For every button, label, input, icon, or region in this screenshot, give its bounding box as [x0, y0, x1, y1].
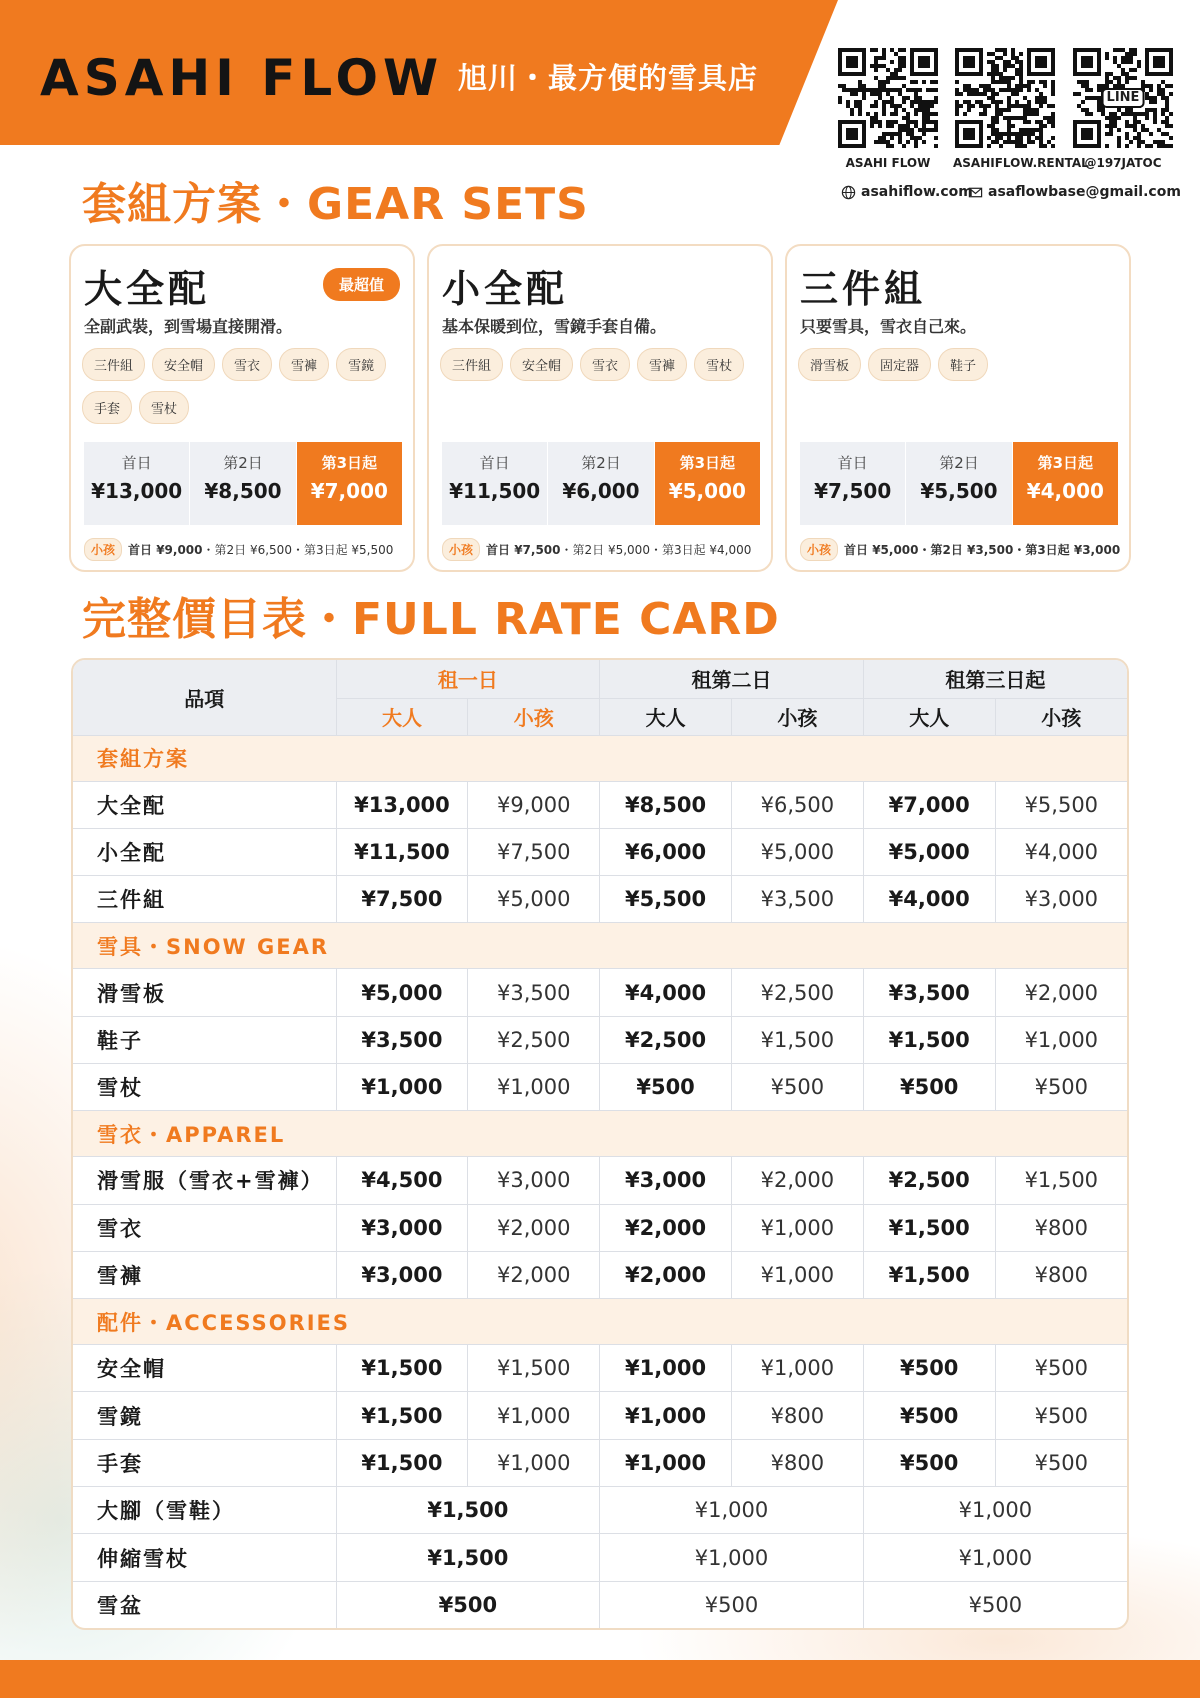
- price-value: ¥5,000: [668, 479, 746, 503]
- item-name: 滑雪服（雪衣+雪褲）: [73, 1157, 336, 1204]
- price-cell: ¥11,500: [336, 828, 468, 875]
- price-cell: ¥4,000: [600, 969, 732, 1016]
- qr-line[interactable]: [1071, 48, 1175, 170]
- item-name: 伸縮雪杖: [73, 1534, 336, 1581]
- item-chip: 雪褲: [637, 348, 687, 381]
- category-row: [73, 923, 1127, 969]
- table-row: [73, 1487, 1127, 1534]
- category-row: [73, 1299, 1127, 1345]
- price-cell: ¥1,000: [600, 1392, 732, 1439]
- card-title: 大全配: [84, 267, 211, 311]
- item-name: 小全配: [73, 828, 336, 875]
- item-chip: 手套: [82, 391, 132, 424]
- price-cell: ¥2,500: [863, 1157, 995, 1204]
- price-cell: ¥4,500: [336, 1157, 468, 1204]
- price-cell: ¥500: [863, 1063, 995, 1110]
- price-value: ¥4,000: [1026, 479, 1104, 503]
- price-cell: ¥2,000: [600, 1251, 732, 1298]
- price-value: ¥8,500: [204, 479, 282, 503]
- price-day-2: [906, 442, 1012, 525]
- price-value: ¥13,000: [91, 479, 183, 503]
- price-cell: ¥5,500: [995, 781, 1127, 828]
- price-cell: ¥2,500: [600, 1016, 732, 1063]
- table-row: [73, 1439, 1127, 1486]
- included-items: [440, 348, 760, 381]
- price-cell: ¥5,500: [600, 876, 732, 923]
- kid-price-rest: ・第2日 ¥6,500・第3日起 ¥5,500: [202, 543, 394, 557]
- price-day-label: 首日: [121, 454, 152, 472]
- price-day-1: [84, 442, 190, 525]
- item-chip: 滑雪板: [798, 348, 861, 381]
- category-label: 套組方案: [73, 735, 1127, 781]
- table-row: [73, 1157, 1127, 1204]
- footer-bar: [0, 1660, 1200, 1698]
- gear-set-card: [785, 244, 1131, 572]
- price-cell: ¥1,500: [995, 1157, 1127, 1204]
- website-text: asahiflow.com: [861, 184, 973, 200]
- mail-icon: [968, 185, 983, 200]
- price-cell: ¥6,000: [600, 828, 732, 875]
- price-cell: ¥800: [995, 1204, 1127, 1251]
- item-name: 手套: [73, 1439, 336, 1486]
- qr-whatsapp[interactable]: [836, 48, 940, 170]
- price-day-1: [442, 442, 548, 525]
- price-cell: ¥2,000: [995, 969, 1127, 1016]
- item-chip: 雪杖: [139, 391, 189, 424]
- price-cell: ¥1,000: [468, 1063, 600, 1110]
- price-cell: ¥3,000: [336, 1251, 468, 1298]
- price-cell: ¥5,000: [863, 828, 995, 875]
- tagline: 旭川・最方便的雪具店: [458, 61, 759, 95]
- brand-logo: ASAHI FLOW: [40, 49, 444, 107]
- globe-icon: [841, 185, 856, 200]
- item-chip: 雪鏡: [336, 348, 386, 381]
- item-chip: 雪杖: [694, 348, 744, 381]
- price-cell: ¥500: [863, 1439, 995, 1486]
- table-row: [73, 1581, 1127, 1628]
- price-cell: ¥5,000: [336, 969, 468, 1016]
- table-row: [73, 1251, 1127, 1298]
- price-cell: ¥1,500: [863, 1016, 995, 1063]
- table-row: [73, 1345, 1127, 1392]
- price-cell: ¥3,500: [336, 1016, 468, 1063]
- kid-tag: 小孩: [800, 538, 838, 561]
- item-chip: 鞋子: [938, 348, 988, 381]
- price-cell: ¥3,000: [468, 1157, 600, 1204]
- header-child: 小孩: [995, 698, 1127, 735]
- price-day-3: [655, 442, 760, 525]
- item-chip: 雪衣: [580, 348, 630, 381]
- price-cell: ¥1,000: [731, 1251, 863, 1298]
- price-cell: ¥800: [731, 1439, 863, 1486]
- header-period-2: 租第二日: [600, 660, 864, 698]
- price-cell: ¥1,000: [600, 1487, 864, 1534]
- kid-pricing: [442, 538, 751, 561]
- price-cell: ¥4,000: [995, 828, 1127, 875]
- price-cell: ¥2,000: [468, 1204, 600, 1251]
- category-label: 配件・ACCESSORIES: [73, 1299, 1127, 1345]
- price-cell: ¥1,000: [468, 1392, 600, 1439]
- table-row: [73, 876, 1127, 923]
- price-cell: ¥7,500: [468, 828, 600, 875]
- website-link[interactable]: [841, 184, 973, 200]
- price-cell: ¥5,000: [468, 876, 600, 923]
- header-item: 品項: [73, 660, 336, 735]
- header-period-3: 租第三日起: [863, 660, 1127, 698]
- price-cell: ¥3,500: [731, 876, 863, 923]
- item-name: 雪杖: [73, 1063, 336, 1110]
- item-name: 雪盆: [73, 1581, 336, 1628]
- header-period-1: 租一日: [336, 660, 600, 698]
- price-cell: ¥1,500: [863, 1251, 995, 1298]
- header-child: 小孩: [468, 698, 600, 735]
- card-title: 小全配: [442, 267, 569, 311]
- price-value: ¥7,000: [310, 479, 388, 503]
- price-cell: ¥500: [995, 1392, 1127, 1439]
- rate-card-title: 完整價目表・FULL RATE CARD: [82, 594, 780, 645]
- price-cell: ¥1,000: [995, 1016, 1127, 1063]
- price-day-2: [548, 442, 654, 525]
- price-day-label: 第3日起: [1037, 454, 1094, 472]
- gear-set-card: [427, 244, 773, 572]
- kid-tag: 小孩: [442, 538, 480, 561]
- price-cell: ¥500: [336, 1581, 600, 1628]
- price-day-3: [1013, 442, 1118, 525]
- table-row: [73, 828, 1127, 875]
- price-grid: [442, 442, 760, 525]
- rate-table: [73, 660, 1127, 1629]
- item-name: 大腳（雪鞋）: [73, 1487, 336, 1534]
- price-cell: ¥800: [731, 1392, 863, 1439]
- kid-pricing: [84, 538, 393, 561]
- kid-price-first: 首日 ¥7,500: [486, 543, 561, 557]
- best-value-badge: 最超值: [323, 268, 400, 301]
- price-cell: ¥3,000: [995, 876, 1127, 923]
- price-value: ¥7,500: [814, 479, 892, 503]
- price-cell: ¥1,000: [600, 1345, 732, 1392]
- price-cell: ¥1,000: [468, 1439, 600, 1486]
- price-cell: ¥2,500: [468, 1016, 600, 1063]
- table-row: [73, 1392, 1127, 1439]
- item-name: 三件組: [73, 876, 336, 923]
- price-day-label: 第2日: [939, 454, 979, 472]
- price-cell: ¥3,500: [468, 969, 600, 1016]
- price-cell: ¥1,000: [336, 1063, 468, 1110]
- line-badge: LINE: [1102, 88, 1145, 108]
- price-cell: ¥7,000: [863, 781, 995, 828]
- price-cell: ¥1,000: [731, 1204, 863, 1251]
- price-day-label: 第3日起: [321, 454, 378, 472]
- price-cell: ¥1,500: [468, 1345, 600, 1392]
- qr-label: ASAHI FLOW: [845, 156, 931, 170]
- category-row: [73, 1111, 1127, 1157]
- kid-price-first: 首日 ¥5,000・第2日 ¥3,500・第3日起 ¥3,000: [844, 543, 1121, 557]
- header-child: 小孩: [731, 698, 863, 735]
- price-value: ¥11,500: [449, 479, 541, 503]
- instagram-qr-icon: [955, 48, 1055, 148]
- price-cell: ¥500: [863, 1581, 1127, 1628]
- price-cell: ¥500: [731, 1063, 863, 1110]
- gear-set-card: [69, 244, 415, 572]
- price-cell: ¥1,500: [336, 1345, 468, 1392]
- price-cell: ¥2,000: [600, 1204, 732, 1251]
- price-cell: ¥2,500: [731, 969, 863, 1016]
- item-name: 雪鏡: [73, 1392, 336, 1439]
- kid-price-first: 首日 ¥9,000: [128, 543, 203, 557]
- price-day-label: 第3日起: [679, 454, 736, 472]
- item-name: 大全配: [73, 781, 336, 828]
- price-cell: ¥1,500: [336, 1534, 600, 1581]
- included-items: [82, 348, 402, 424]
- line-qr-icon: [1073, 48, 1173, 148]
- price-cell: ¥500: [863, 1345, 995, 1392]
- price-cell: ¥1,500: [336, 1439, 468, 1486]
- price-cell: ¥13,000: [336, 781, 468, 828]
- price-cell: ¥500: [863, 1392, 995, 1439]
- table-row: [73, 1016, 1127, 1063]
- price-cell: ¥2,000: [468, 1251, 600, 1298]
- category-row: [73, 735, 1127, 781]
- price-cell: ¥3,000: [600, 1157, 732, 1204]
- item-name: 雪褲: [73, 1251, 336, 1298]
- price-cell: ¥1,000: [863, 1487, 1127, 1534]
- price-cell: ¥500: [600, 1581, 864, 1628]
- price-cell: ¥1,500: [731, 1016, 863, 1063]
- price-day-label: 首日: [479, 454, 510, 472]
- item-chip: 安全帽: [152, 348, 215, 381]
- table-row: [73, 969, 1127, 1016]
- price-value: ¥6,000: [562, 479, 640, 503]
- price-cell: ¥7,500: [336, 876, 468, 923]
- category-label: 雪具・SNOW GEAR: [73, 923, 1127, 969]
- item-name: 鞋子: [73, 1016, 336, 1063]
- included-items: [798, 348, 1118, 381]
- price-day-label: 第2日: [581, 454, 621, 472]
- table-row: [73, 1534, 1127, 1581]
- item-chip: 三件組: [440, 348, 503, 381]
- price-cell: ¥1,000: [731, 1345, 863, 1392]
- header-adult: 大人: [600, 698, 732, 735]
- gear-sets-title: 套組方案・GEAR SETS: [82, 179, 589, 230]
- price-cell: ¥800: [995, 1251, 1127, 1298]
- price-cell: ¥500: [600, 1063, 732, 1110]
- qr-instagram[interactable]: [953, 48, 1089, 170]
- price-cell: ¥1,500: [336, 1487, 600, 1534]
- qr-label: ASAHIFLOW.RENTAL: [953, 156, 1089, 170]
- price-cell: ¥1,500: [863, 1204, 995, 1251]
- price-day-3: [297, 442, 402, 525]
- price-cell: ¥4,000: [863, 876, 995, 923]
- card-title: 三件組: [800, 267, 927, 311]
- price-cell: ¥500: [995, 1439, 1127, 1486]
- header-adult: 大人: [863, 698, 995, 735]
- header-adult: 大人: [336, 698, 468, 735]
- price-cell: ¥1,000: [600, 1439, 732, 1486]
- whatsapp-qr-icon: [838, 48, 938, 148]
- email-text: asaflowbase@gmail.com: [988, 184, 1181, 200]
- qr-label: @197JATOC: [1084, 156, 1162, 170]
- price-cell: ¥2,000: [731, 1157, 863, 1204]
- card-description: 全副武裝，到雪場直接開滑。: [84, 317, 293, 336]
- table-row: [73, 1063, 1127, 1110]
- card-description: 基本保暖到位，雪鏡手套自備。: [442, 317, 667, 336]
- kid-tag: 小孩: [84, 538, 122, 561]
- item-chip: 固定器: [868, 348, 931, 381]
- table-row: [73, 781, 1127, 828]
- item-chip: 雪衣: [222, 348, 272, 381]
- price-day-label: 首日: [837, 454, 868, 472]
- price-value: ¥5,500: [920, 479, 998, 503]
- price-cell: ¥500: [995, 1345, 1127, 1392]
- category-label: 雪衣・APPAREL: [73, 1111, 1127, 1157]
- price-day-2: [190, 442, 296, 525]
- card-description: 只要雪具，雪衣自己來。: [800, 317, 977, 336]
- item-name: 安全帽: [73, 1345, 336, 1392]
- price-day-1: [800, 442, 906, 525]
- price-cell: ¥1,500: [336, 1392, 468, 1439]
- kid-pricing: [800, 538, 1120, 561]
- price-cell: ¥6,500: [731, 781, 863, 828]
- item-chip: 安全帽: [510, 348, 573, 381]
- kid-price-rest: ・第2日 ¥5,000・第3日起 ¥4,000: [560, 543, 752, 557]
- price-cell: ¥1,000: [600, 1534, 864, 1581]
- price-cell: ¥9,000: [468, 781, 600, 828]
- price-day-label: 第2日: [223, 454, 263, 472]
- price-cell: ¥3,500: [863, 969, 995, 1016]
- item-chip: 雪褲: [279, 348, 329, 381]
- rate-table-container: [71, 658, 1129, 1630]
- price-cell: ¥3,000: [336, 1204, 468, 1251]
- email-link[interactable]: [968, 184, 1181, 200]
- table-row: [73, 1204, 1127, 1251]
- item-name: 滑雪板: [73, 969, 336, 1016]
- price-cell: ¥8,500: [600, 781, 732, 828]
- item-name: 雪衣: [73, 1204, 336, 1251]
- price-grid: [84, 442, 402, 525]
- price-grid: [800, 442, 1118, 525]
- price-cell: ¥5,000: [731, 828, 863, 875]
- price-cell: ¥1,000: [863, 1534, 1127, 1581]
- price-cell: ¥500: [995, 1063, 1127, 1110]
- item-chip: 三件組: [82, 348, 145, 381]
